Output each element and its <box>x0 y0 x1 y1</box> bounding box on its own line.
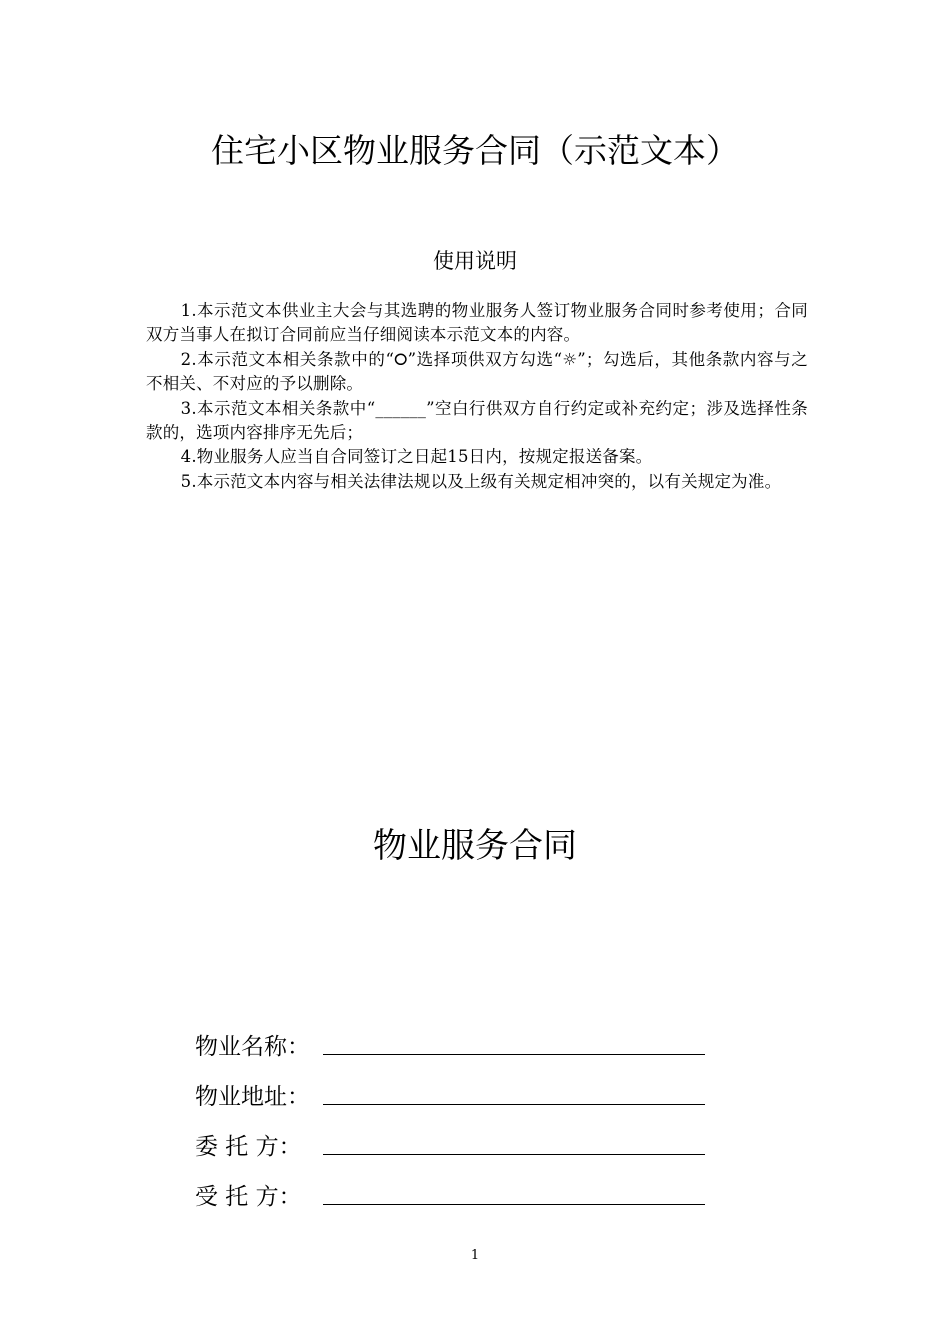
main-title: 住宅小区物业服务合同（示范文本） <box>211 131 739 170</box>
client-blank[interactable] <box>323 1154 705 1155</box>
field-label: 物业名称： <box>195 1034 310 1060</box>
field-property-name <box>195 1030 715 1064</box>
page-number: 1 <box>470 1248 480 1263</box>
instruction-item-3: 3.本示范文本相关条款中“______”空白行供双方自行约定或补充约定；涉及选择性条款的，选项内容排序无先后； <box>146 398 808 443</box>
instruction-item-2: 2.本示范文本相关条款中的“⭘”选择项供双方勾选“☼”；勾选后，其他条款内容与之不相关、不对应的予以删除。 <box>146 349 808 394</box>
field-label: 委 托 方： <box>195 1134 302 1160</box>
contractor-blank[interactable] <box>323 1204 705 1205</box>
instructions-heading: 使用说明 <box>433 249 517 273</box>
instruction-item-4: 4.物业服务人应当自合同签订之日起15日内，按规定报送备案。 <box>180 447 653 467</box>
field-label: 受 托 方： <box>195 1184 302 1210</box>
field-client <box>195 1130 715 1164</box>
property-name-blank[interactable] <box>323 1054 705 1055</box>
property-address-blank[interactable] <box>323 1104 705 1105</box>
instruction-item-5: 5.本示范文本内容与相关法律法规以及上级有关规定相冲突的，以有关规定为准。 <box>180 471 782 491</box>
contract-title: 物业服务合同 <box>373 826 577 866</box>
instruction-item-1: 1.本示范文本供业主大会与其选聘的物业服务人签订物业服务合同时参考使用；合同双方当事人在拟订合同前应当仔细阅读本示范文本的内容。 <box>146 301 808 345</box>
field-contractor <box>195 1180 715 1214</box>
instructions-list <box>146 299 808 494</box>
field-property-address <box>195 1080 715 1114</box>
field-label: 物业地址： <box>195 1084 310 1110</box>
